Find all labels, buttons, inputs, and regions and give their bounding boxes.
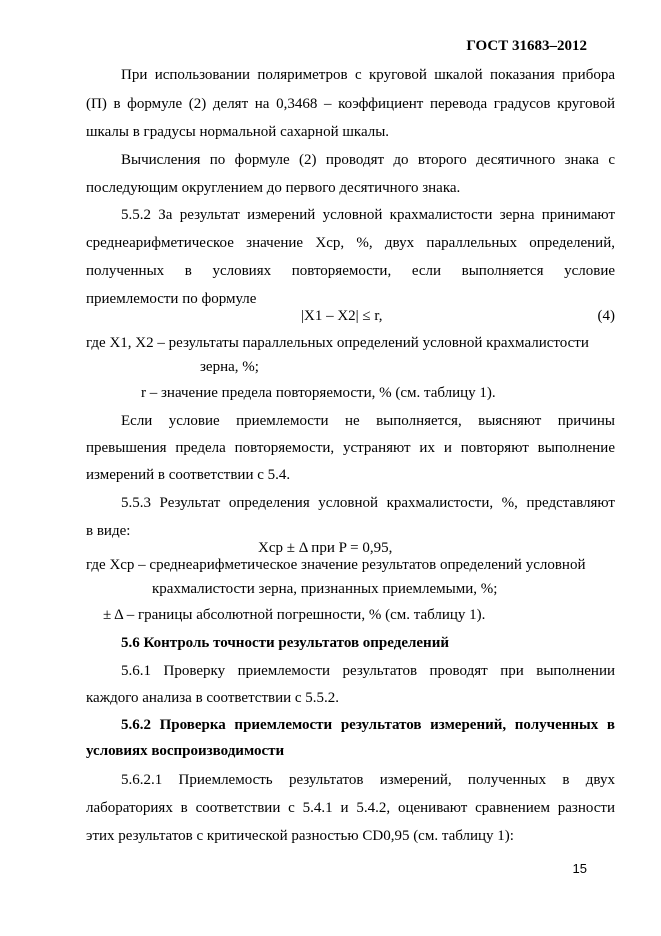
subsection-heading: условиях воспроизводимости: [86, 743, 285, 759]
paragraph-line: последующим округлением до первого десятичного знака.: [86, 180, 461, 196]
paragraph-line: шкалы в градусы нормальной сахарной шкалы.: [86, 124, 390, 140]
paragraph-line: полученных в условиях повторяемости, если выполняется условие: [86, 263, 615, 279]
paragraph-line: 5.5.3 Результат определения условной крахмалистости, %, представляют: [121, 495, 615, 511]
paragraph-line: в виде:: [86, 523, 131, 539]
paragraph-line: измерений в соответствии с 5.4.: [86, 467, 291, 483]
paragraph-line: лабораториях в соответствии с 5.4.1 и 5.4.2, оценивают сравнением разности: [86, 800, 615, 816]
paragraph-line: 5.5.2 За результат измерений условной крахмалистости зерна принимают: [121, 207, 615, 223]
definition-line: r – значение предела повторяемости, % (см. таблицу 1).: [141, 385, 496, 401]
paragraph-line: При использовании поляриметров с круговой шкалой показания прибора: [121, 67, 615, 83]
definition-line: ± Δ – границы абсолютной погрешности, % (см. таблицу 1).: [103, 607, 486, 623]
standard-header: ГОСТ 31683–2012: [466, 38, 587, 54]
paragraph-line: Вычисления по формуле (2) проводят до второго десятичного знака с: [121, 152, 615, 168]
section-heading: 5.6 Контроль точности результатов определений: [121, 635, 449, 651]
definition-line: зерна, %;: [200, 359, 259, 375]
paragraph-line: (П) в формуле (2) делят на 0,3468 – коэффициент перевода градусов круговой: [86, 96, 615, 112]
paragraph-line: 5.6.1 Проверку приемлемости результатов проводят при выполнении: [121, 663, 615, 679]
formula: |X1 – X2| ≤ r,: [301, 308, 383, 324]
page-number: 15: [572, 861, 587, 876]
paragraph-line: 5.6.2.1 Приемлемость результатов измерений, полученных в двух: [121, 772, 615, 788]
definition-line: где X1, X2 – результаты параллельных определений условной крахмалистости: [86, 335, 589, 351]
formula: Xср ± Δ при P = 0,95,: [258, 540, 393, 556]
formula-number: (4): [597, 308, 615, 324]
paragraph-line: этих результатов с критической разностью CD0,95 (см. таблицу 1):: [86, 828, 514, 844]
subsection-heading: 5.6.2 Проверка приемлемости результатов измерений, полученных в: [121, 717, 615, 733]
paragraph-line: приемлемости по формуле: [86, 291, 257, 307]
paragraph-line: среднеарифметическое значение Xср, %, двух параллельных определений,: [86, 235, 615, 251]
definition-line: где Xср – среднеарифметическое значение результатов определений условной: [86, 557, 586, 573]
paragraph-line: Если условие приемлемости не выполняется, выясняют причины: [121, 413, 615, 429]
definition-line: крахмалистости зерна, признанных приемлемыми, %;: [152, 581, 498, 597]
paragraph-line: каждого анализа в соответствии с 5.5.2.: [86, 690, 340, 706]
paragraph-line: превышения предела повторяемости, устраняют их и повторяют выполнение: [86, 440, 615, 456]
